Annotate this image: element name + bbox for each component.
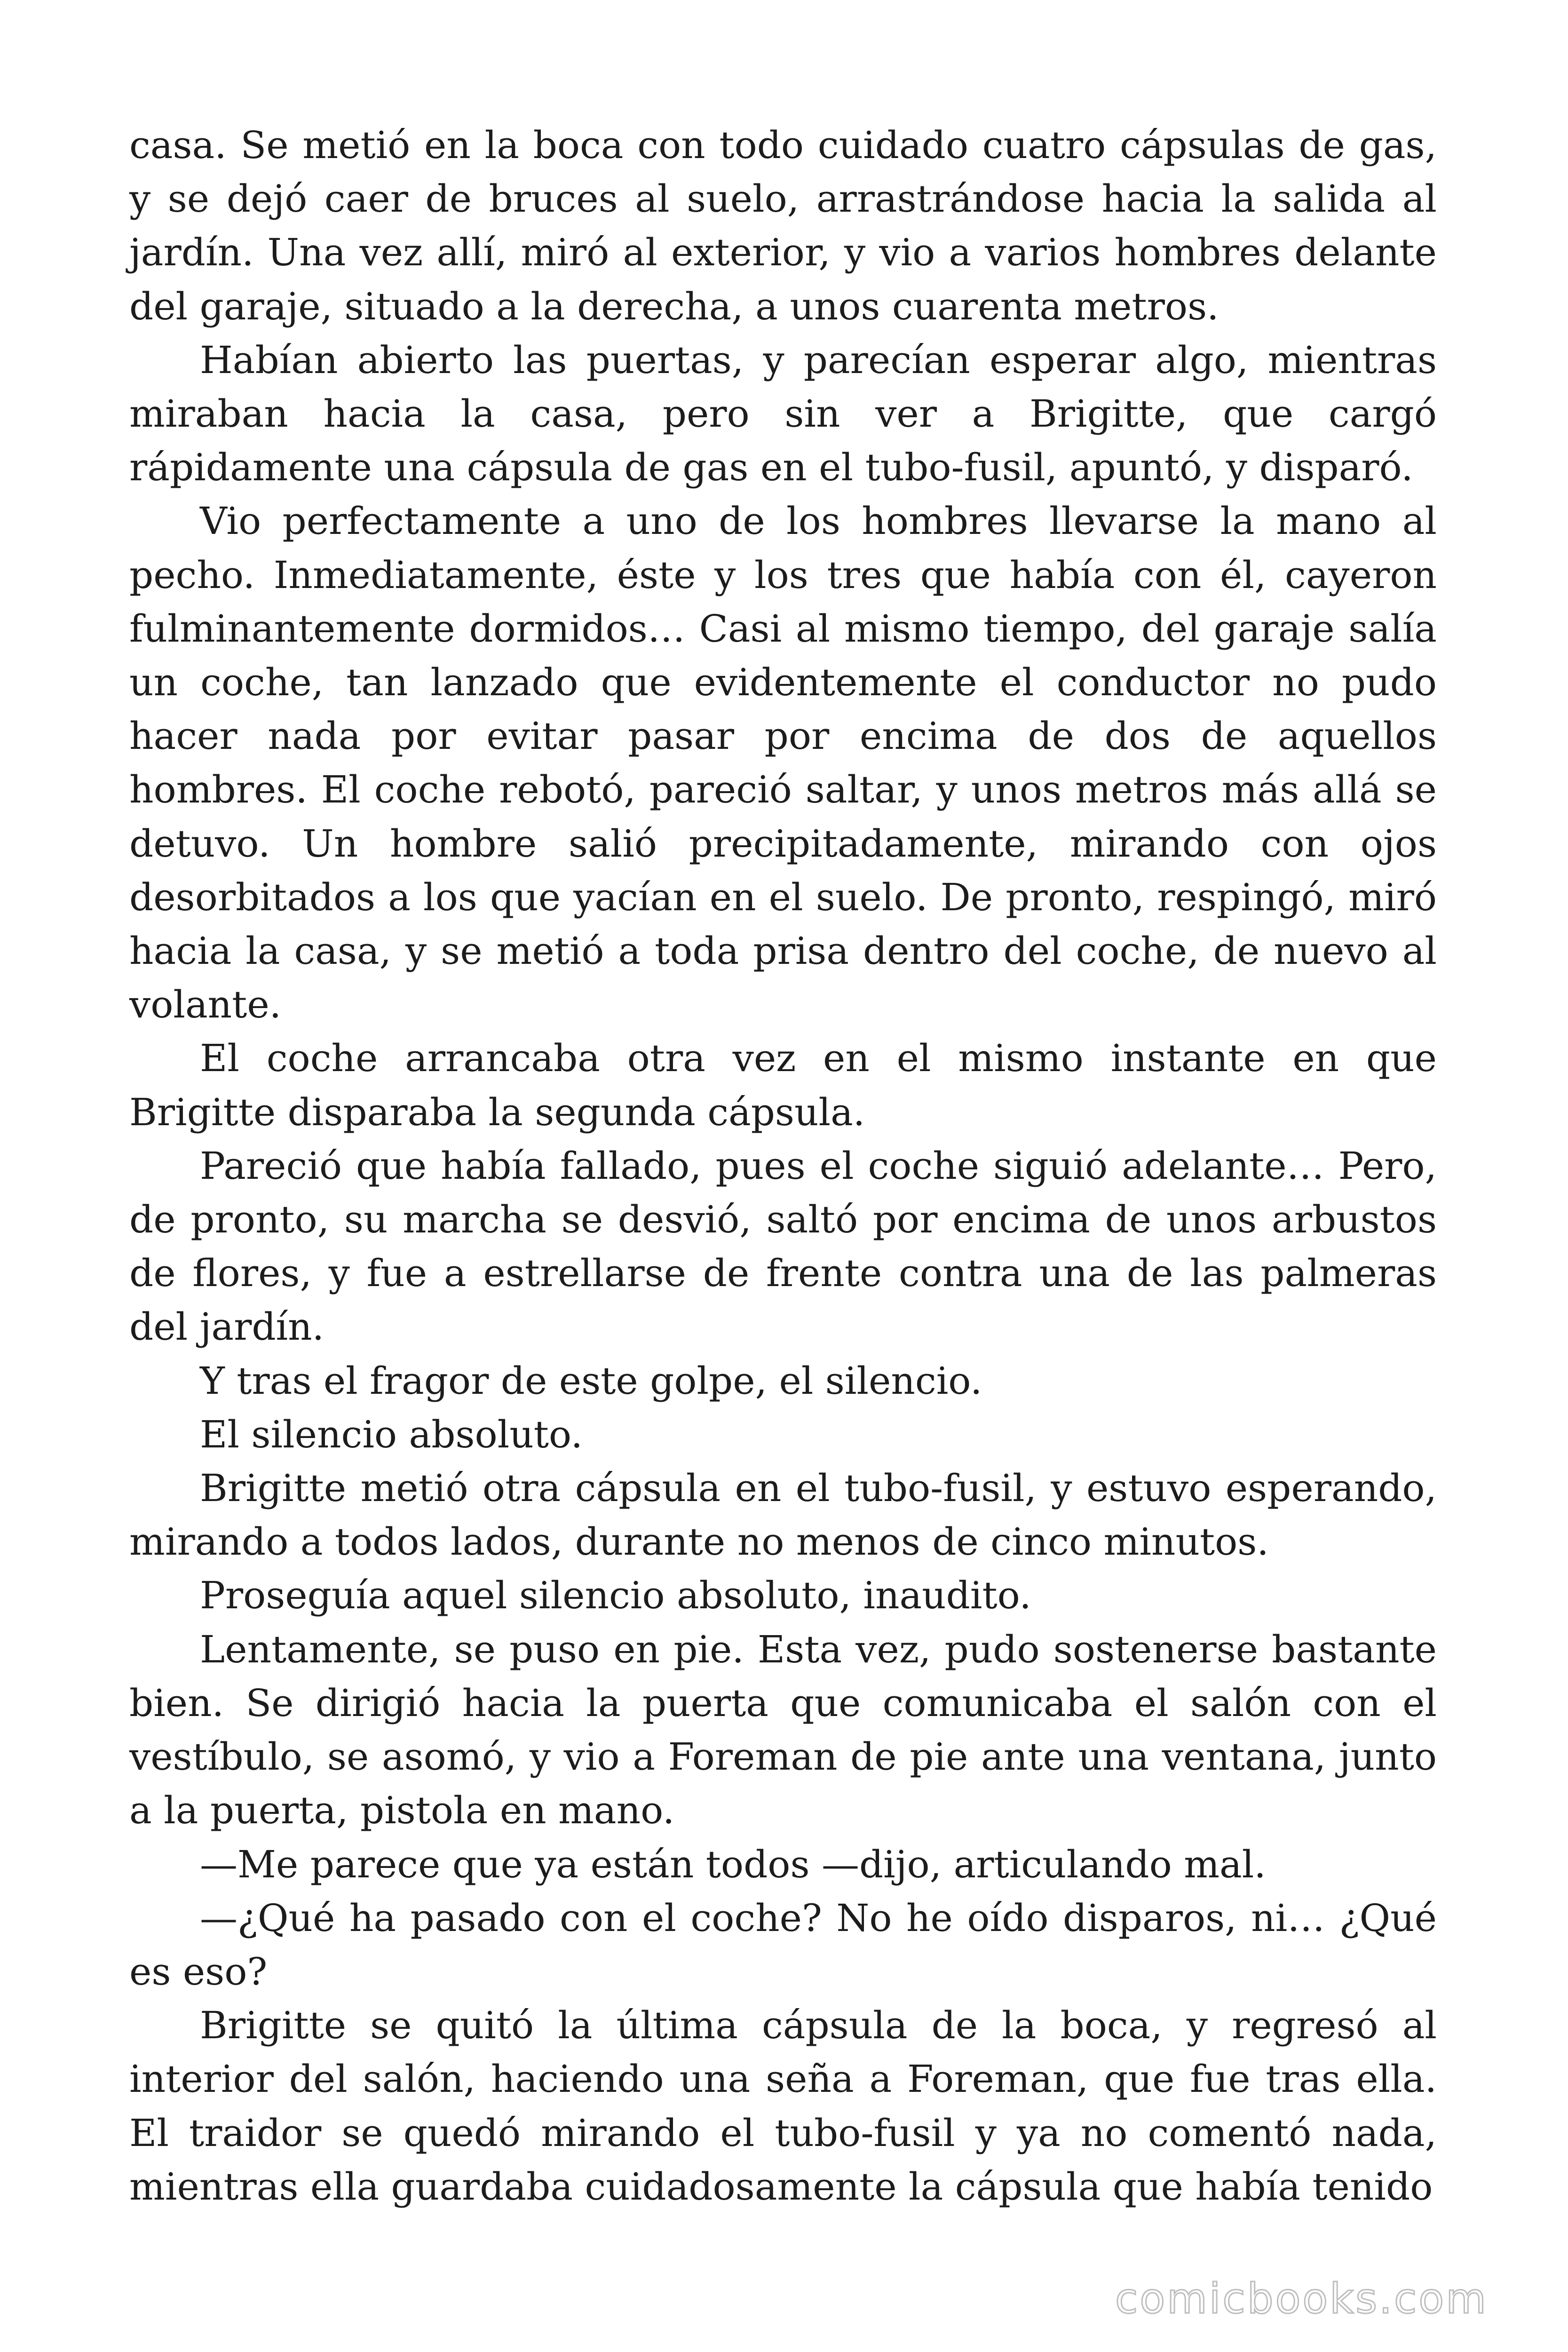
paragraph: Habían abierto las puertas, y parecían esperar algo, mientras miraban hacia la casa, pero sin ver a Brigitte, que cargó rápidamente una cápsula de gas en el tubo-fusil, apuntó, y disparó.: [129, 338, 1437, 490]
paragraph: casa. Se metió en la boca con todo cuidado cuatro cápsulas de gas, y se dejó caer de bruces al suelo, arrastrándose hacia la salida al jardín. Una vez allí, miró al exterior, y vio a varios hombres delante del garaje, situado a la derecha, a unos cuarenta metros.: [129, 123, 1437, 328]
paragraph: —Me parece que ya están todos —dijo, articulando mal.: [200, 1842, 1266, 1886]
paragraph: Y tras el fragor de este golpe, el silencio.: [200, 1359, 982, 1403]
paragraph: El coche arrancaba otra vez en el mismo instante en que Brigitte disparaba la segunda cápsula.: [129, 1036, 1437, 1134]
paragraph: Brigitte se quitó la última cápsula de la boca, y regresó al interior del salón, haciendo una seña a Foreman, que fue tras ella. El traidor se quedó mirando el tubo-fusil y ya no comentó nada, mientras ella guardaba cuidadosamente la cápsula que había tenido: [129, 2003, 1437, 2209]
paragraph: Brigitte metió otra cápsula en el tubo-fusil, y estuvo esperando, mirando a todos lados, durante no menos de cinco minutos.: [129, 1466, 1437, 1564]
paragraph: Lentamente, se puso en pie. Esta vez, pudo sostenerse bastante bien. Se dirigió hacia la puerta que comunicaba el salón con el vestíbulo, se asomó, y vio a Foreman de pie ante una ventana, junto a la puerta, pistola en mano.: [129, 1627, 1437, 1833]
page-body: [129, 119, 1437, 2214]
paragraph: Vio perfectamente a uno de los hombres llevarse la mano al pecho. Inmediatamente, éste y los tres que había con él, cayeron fulminantemente dormidos… Casi al mismo tiempo, del garaje salía un coche, tan lanzado que evidentemente el conductor no pudo hacer nada por evitar pasar por encima de dos de aquellos hombres. El coche rebotó, pareció saltar, y unos metros más allá se detuvo. Un hombre salió precipitadamente, mirando con ojos desorbitados a los que yacían en el suelo. De pronto, respingó, miró hacia la casa, y se metió a toda prisa dentro del coche, de nuevo al volante.: [129, 499, 1437, 1027]
paragraph: —¿Qué ha pasado con el coche? No he oído disparos, ni… ¿Qué es eso?: [129, 1896, 1437, 1994]
watermark: comicbooks.com: [1115, 2274, 1488, 2323]
paragraph: Proseguía aquel silencio absoluto, inaudito.: [200, 1573, 1031, 1618]
paragraph: Pareció que había fallado, pues el coche siguió adelante… Pero, de pronto, su marcha se desvió, saltó por encima de unos arbustos de flores, y fue a estrellarse de frente contra una de las palmeras del jardín.: [129, 1144, 1437, 1349]
paragraph: El silencio absoluto.: [200, 1412, 583, 1456]
